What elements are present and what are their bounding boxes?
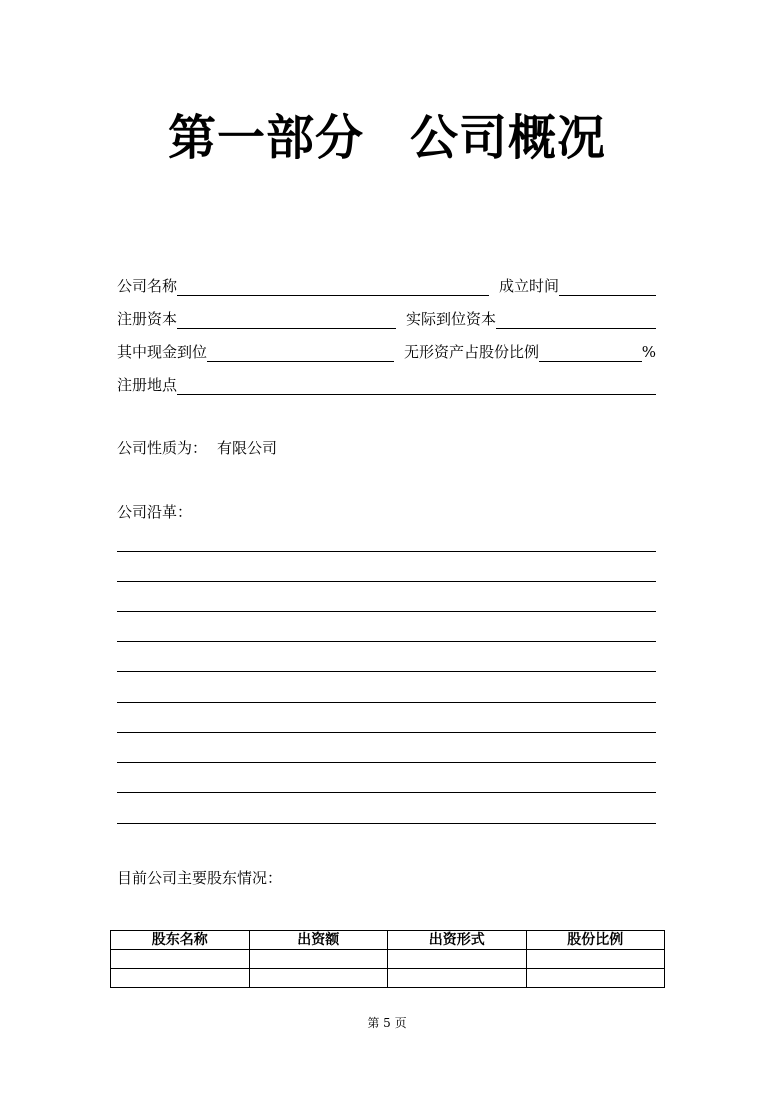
registered-address-label: 注册地点 [117,376,178,394]
table-row [111,969,665,988]
header-shareholder-name: 股东名称 [111,931,250,950]
company-name-label: 公司名称 [117,277,178,295]
history-line[interactable] [117,641,656,642]
intangible-ratio-label: 无形资产占股份比例 [404,343,540,361]
header-share-ratio: 股份比例 [526,931,665,950]
form-row-cash [117,340,656,362]
page-title [0,108,774,168]
history-line[interactable] [117,611,656,612]
founded-time-label: 成立时间 [499,277,560,295]
shareholders-label: 目前公司主要股东情况： [117,869,283,887]
history-line[interactable] [117,732,656,733]
page-number: 第 5 页 [367,1016,407,1030]
table-cell[interactable] [249,969,388,988]
history-line[interactable] [117,702,656,703]
table-header-row [111,931,665,950]
form-row-address [117,373,656,395]
title-name: 公司概况 [410,110,607,166]
history-line[interactable] [117,581,656,582]
intangible-ratio-field[interactable] [539,344,642,362]
form-row-name [117,274,656,296]
table-cell[interactable] [388,950,527,969]
table-cell[interactable] [111,950,250,969]
cash-paid-label: 其中现金到位 [117,343,208,361]
table-cell[interactable] [111,969,250,988]
company-nature-label: 公司性质为： [117,439,208,457]
percent-sign: % [641,343,656,361]
paid-in-capital-label: 实际到位资本 [406,310,497,328]
shareholders-table [110,930,665,988]
company-nature-value: 有限公司 [217,439,278,457]
form-row-capital [117,307,656,329]
table-cell[interactable] [526,950,665,969]
registered-address-field[interactable] [177,377,656,395]
history-line[interactable] [117,792,656,793]
cash-paid-field[interactable] [207,344,394,362]
table-row [111,950,665,969]
history-line[interactable] [117,823,656,824]
company-history-label: 公司沿革： [117,503,193,521]
founded-time-field[interactable] [559,278,656,296]
paid-in-capital-field[interactable] [496,311,656,329]
registered-capital-label: 注册资本 [117,310,178,328]
registered-capital-field[interactable] [177,311,396,329]
company-nature [117,438,277,458]
company-name-field[interactable] [177,278,489,296]
history-line[interactable] [117,551,656,552]
header-contribution-amount: 出资额 [249,931,388,950]
header-contribution-form: 出资形式 [388,931,527,950]
table-cell[interactable] [249,950,388,969]
table-cell[interactable] [526,969,665,988]
history-line[interactable] [117,671,656,672]
table-cell[interactable] [388,969,527,988]
history-line[interactable] [117,762,656,763]
title-part: 第一部分 [167,110,364,166]
